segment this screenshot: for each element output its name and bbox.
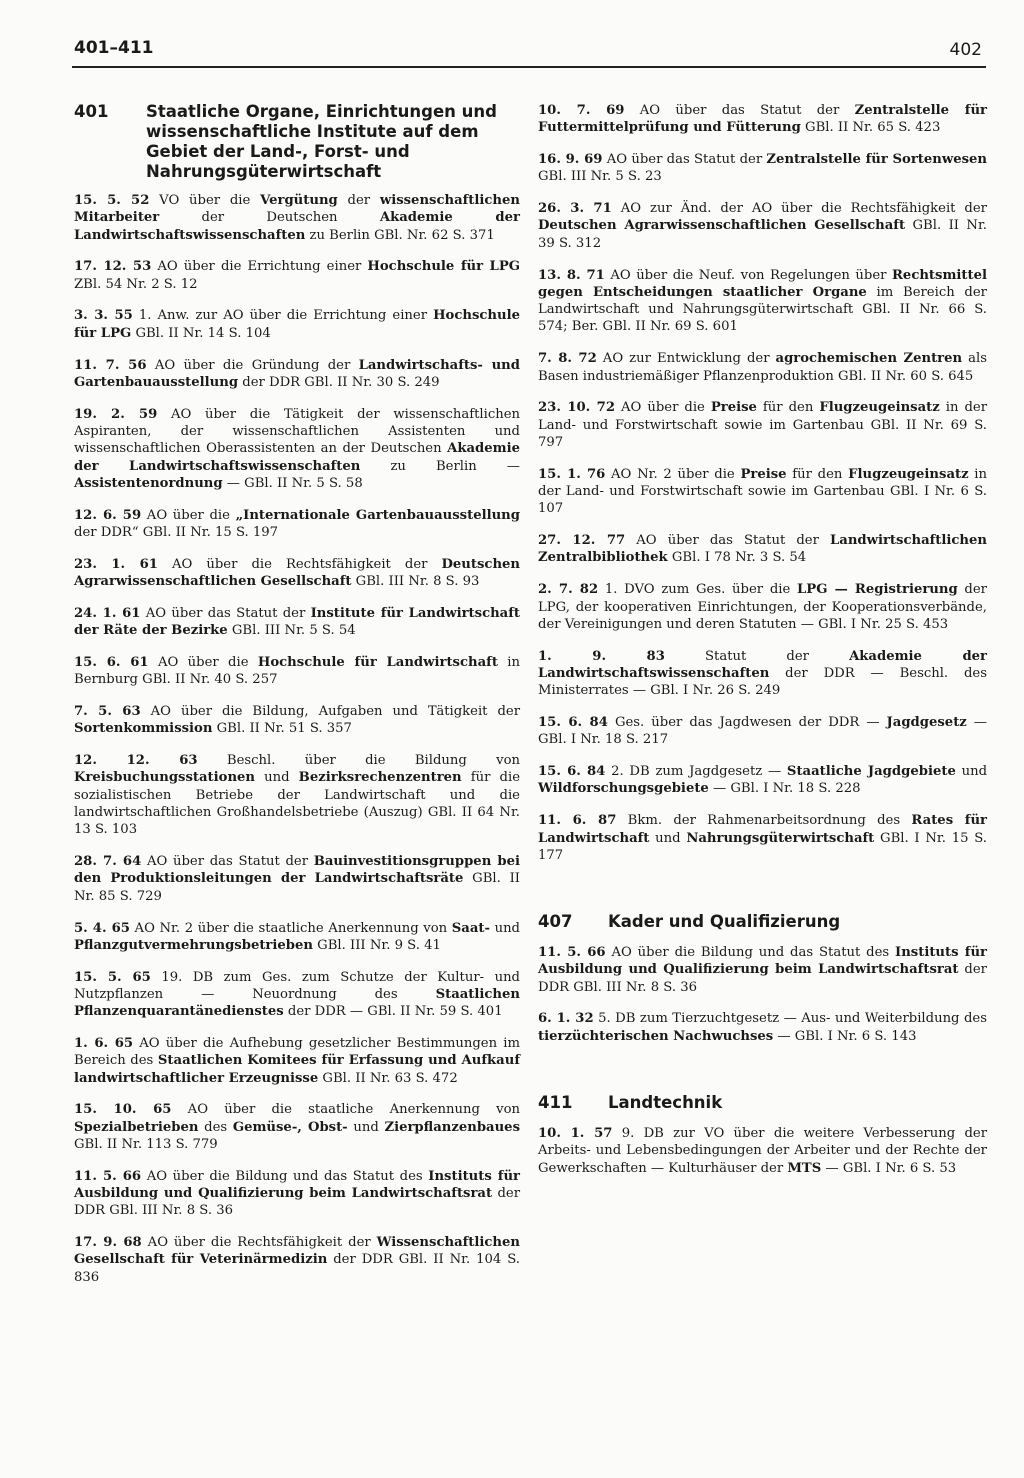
entry-keyword: Instituts für Ausbildung und Qualifizierung beim Landwirtschaftsrat: [74, 1168, 520, 1202]
entry-keyword: Rates für Landwirtschaft: [538, 813, 987, 846]
entry-text: für die sozialistischen Betriebe der Landwirtschaft und die landwirtschaftlichen Großhandelsbetriebe (Auszug) GBl. II 64 Nr. 13 S. 103: [74, 770, 521, 838]
entry-date: 19. 2. 59: [74, 406, 158, 422]
entry-text: der DDR — Beschl. des Ministerrates — GBl. I Nr. 26 S. 249: [538, 665, 987, 699]
entry-date: 24. 1. 61: [74, 605, 141, 621]
entry-date: 5. 4. 65: [74, 920, 130, 936]
entry-keyword: MTS: [787, 1160, 822, 1176]
entry-text: zu Berlin GBl. Nr. 62 S. 371: [305, 227, 495, 243]
entry-date: 13. 8. 71: [538, 267, 605, 283]
entry-date: 15. 10. 65: [74, 1102, 172, 1118]
entry-date: 11. 5. 66: [538, 945, 606, 961]
entry: [74, 192, 520, 244]
entry-keyword: „Internationale Gartenbauausstellung: [235, 507, 520, 523]
entry-text: GBl. III Nr. 9 S. 41: [312, 937, 441, 953]
entry-keyword: Instituts für Ausbildung und Qualifizierung beim Landwirtschaftsrat: [538, 945, 987, 978]
entry-text: Bkm. der Rahmenarbeitsordnung des: [616, 813, 912, 829]
entry-keyword: Hochschule für LPG: [74, 308, 520, 341]
entry-text: AO über die Aufhebung gesetzlicher Bestimmungen im Bereich des: [74, 1035, 520, 1069]
entry: [74, 605, 520, 640]
entry-text: GBl. II Nr. 39 S. 312: [538, 218, 987, 251]
entry-date: 23. 1. 61: [74, 556, 158, 572]
entry-date: 15. 5. 65: [74, 969, 151, 985]
entry-text: und: [955, 764, 988, 780]
entry-keyword: Saat-: [451, 920, 490, 936]
entry: [74, 406, 520, 492]
entry: [74, 556, 520, 591]
entry-text: der LPG, der kooperativen Einrichtungen, der Kooperationsverbände, der Vereinigungen und deren Statuten — GBl. I Nr. 25 S. 453: [538, 582, 987, 632]
entry-text: AO über das Statut der: [624, 103, 855, 118]
entry-date: 10. 7. 69: [538, 103, 625, 118]
entry-text: der Deutschen: [159, 210, 380, 226]
entry-keyword: Assistentenordnung: [74, 475, 223, 491]
entry-text: der DDR“ GBl. II Nr. 15 S. 197: [74, 524, 279, 540]
entry: [74, 853, 520, 905]
entry-text: ZBl. 54 Nr. 2 S. 12: [74, 276, 198, 292]
entry-text: GBl. II Nr. 85 S. 729: [74, 871, 520, 904]
entry-text: und: [649, 830, 687, 846]
entry-text: Statut der: [664, 648, 850, 664]
entry-text: Ges. über das Jagdwesen der DDR —: [607, 715, 887, 731]
entry: [74, 654, 520, 689]
entry-text: der DDR GBl. III Nr. 8 S. 36: [538, 962, 987, 995]
entry-text: der DDR — GBl. II Nr. 59 S. 401: [283, 1004, 503, 1020]
entry-keyword: LPG — Registrierung: [797, 582, 958, 598]
entry-keyword: Sortenkommission: [74, 721, 213, 737]
entry-keyword: Hochschule für Landwirtschaft: [257, 654, 498, 670]
entry-text: in der Land- und Forstwirtschaft sowie im Gartenbau GBl. I Nr. 6 S. 107: [538, 466, 988, 517]
section-number: 407: [538, 912, 573, 932]
right-column: [538, 102, 987, 1191]
entry-list: [74, 192, 520, 1286]
entry-text: AO über die Errichtung einer: [151, 259, 368, 275]
entry-text: und: [489, 920, 521, 936]
entry: [538, 350, 987, 385]
entry-date: 3. 3. 55: [74, 308, 133, 324]
entry-date: 15. 1. 76: [538, 466, 606, 482]
entry-text: AO über das Statut der: [141, 854, 314, 870]
entry-text: VO über die: [149, 193, 261, 208]
entry-text: AO über die Tätigkeit der wissenschaftlichen Aspiranten, der wissenschaftlichen Assistenten und wissenschaftlichen Oberassistenten an der Deutschen: [74, 406, 520, 457]
entry: [74, 1101, 520, 1153]
entry-text: und: [347, 1119, 385, 1135]
entry-text: AO Nr. 2 über die staatliche Anerkennung von: [129, 920, 452, 936]
entry-text: — GBl. I Nr. 18 S. 228: [708, 781, 861, 797]
entry-keyword: Wildforschungsgebiete: [538, 781, 709, 797]
entry-text: AO Nr. 2 über die: [605, 466, 741, 482]
entry-keyword: Staatliche Jagdgebiete: [786, 764, 956, 780]
left-column: [74, 102, 520, 1301]
entry-text: — GBl. I Nr. 6 S. 53: [821, 1160, 957, 1176]
page-range: 401–411: [74, 38, 154, 58]
entry: [74, 307, 520, 342]
entry-text: 5. DB zum Tierzuchtgesetz — Aus- und Weiterbildung des: [593, 1011, 987, 1027]
entry: [74, 258, 520, 293]
section-number: 411: [538, 1093, 573, 1113]
entry-text: GBl. II Nr. 65 S. 423: [800, 120, 941, 136]
entry-date: 28. 7. 64: [74, 854, 142, 870]
entry-text: AO über die Bildung und das Statut des: [605, 945, 896, 961]
entry: [74, 1035, 520, 1087]
entry-date: 12. 6. 59: [74, 507, 142, 523]
entry-keyword: Akademie der Landwirtschaftswissenschaften: [74, 441, 520, 474]
entry-text: der DDR GBl. II Nr. 30 S. 249: [238, 374, 440, 390]
entry-text: 1. Anw. zur AO über die Errichtung einer: [132, 308, 434, 324]
entry-date: 16. 9. 69: [538, 152, 603, 168]
entry: [538, 151, 987, 186]
entry-text: 1. DVO zum Ges. über die: [598, 582, 798, 598]
entry-keyword: Jagdgesetz: [886, 715, 967, 731]
entry-text: 2. DB zum Jagdgesetz —: [605, 764, 787, 780]
entry-keyword: Preise: [740, 466, 787, 482]
entry-date: 17. 9. 68: [74, 1235, 142, 1251]
entry: [538, 466, 987, 518]
entry-text: AO über das Statut der: [140, 605, 311, 621]
header-rule: [72, 66, 986, 68]
entry-list: [538, 1125, 987, 1177]
entry: [538, 1010, 987, 1045]
entry-keyword: Bezirksrechenzentren: [298, 770, 462, 786]
entry-keyword: Deutschen Agrarwissenschaftlichen Gesellschaft: [538, 218, 906, 234]
entry: [538, 581, 987, 633]
entry-text: AO über das Statut der: [602, 152, 767, 168]
entry-text: AO über die Neuf. von Regelungen über: [604, 267, 892, 283]
entry-keyword: Staatlichen Komitees für Erfassung und Aufkauf landwirtschaftlicher Erzeugnisse: [74, 1053, 520, 1086]
entry-text: AO über das Statut der: [625, 533, 830, 549]
entry: [538, 267, 987, 336]
entry: [538, 763, 987, 798]
entry-text: der DDR GBl. II Nr. 104 S. 836: [74, 1252, 520, 1285]
entry-text: GBl. II Nr. 14 S. 104: [131, 325, 271, 341]
entry-keyword: wissenschaftlichen Mitarbeiter: [74, 193, 520, 226]
entry-date: 1. 9. 83: [538, 648, 665, 664]
entry-keyword: Deutschen Agrarwissenschaftlichen Gesellschaft: [74, 556, 521, 590]
entry-date: 1. 6. 65: [74, 1035, 134, 1051]
entry: [74, 357, 520, 392]
entry-text: des: [198, 1119, 233, 1135]
entry-date: 17. 12. 53: [74, 259, 152, 275]
entry-date: 10. 1. 57: [538, 1126, 613, 1142]
entry: [538, 200, 987, 252]
entry: [74, 920, 520, 955]
section-title: Landtechnik: [608, 1093, 723, 1113]
entry-date: 11. 7. 56: [74, 357, 147, 373]
entry-text: AO zur Entwicklung der: [596, 351, 776, 367]
entry-text: 19. DB zum Ges. zum Schutze der Kultur- und Nutzpflanzen — Neuordnung des: [74, 969, 520, 1002]
entry-text: für den: [756, 400, 820, 416]
entry: [538, 812, 987, 864]
entry: [74, 1168, 520, 1220]
entry-date: 12. 12. 63: [74, 753, 198, 769]
section-401-heading: [74, 102, 520, 182]
entry-text: GBl. I 78 Nr. 3 S. 54: [667, 550, 807, 566]
entry-date: 15. 6. 84: [538, 715, 608, 731]
entry-keyword: Preise: [710, 400, 757, 416]
entry-text: in Bernburg GBl. II Nr. 40 S. 257: [74, 654, 520, 688]
entry-text: zu Berlin —: [360, 458, 520, 474]
section-407-heading: [538, 912, 987, 932]
entry-text: AO über die Rechtsfähigkeit der: [141, 1235, 377, 1251]
entry-keyword: Staatlichen Pflanzenquarantänedienstes: [74, 986, 520, 1020]
entry-keyword: tierzüchterischen Nachwuchses: [538, 1028, 774, 1044]
entry-text: GBl. II Nr. 113 S. 779: [74, 1136, 218, 1152]
entry-keyword: Spezialbetrieben: [74, 1119, 199, 1135]
entry-text: GBl. II Nr. 51 S. 357: [212, 721, 352, 737]
entry-keyword: Wissenschaftlichen Gesellschaft für Veterinärmedizin: [74, 1235, 520, 1268]
entry-text: AO über die Gründung der: [146, 357, 359, 373]
entry: [74, 507, 520, 542]
entry-text: der DDR GBl. III Nr. 8 S. 36: [74, 1186, 520, 1219]
entry-keyword: Bauinvestitionsgruppen bei den Produktionsleitungen der Landwirtschaftsräte: [74, 854, 520, 887]
entry-keyword: Gemüse-, Obst-: [232, 1119, 348, 1135]
section-title: Staatliche Organe, Einrichtungen und wissenschaftliche Institute auf dem Gebiet der Land-, Forst- und Nahrungsgüterwirtschaft: [146, 102, 497, 181]
entry-date: 7. 5. 63: [74, 704, 141, 720]
entry: [74, 752, 520, 838]
entry-date: 27. 12. 77: [538, 533, 626, 549]
entry: [538, 399, 987, 451]
entry: [538, 714, 987, 749]
entry: [74, 1234, 520, 1286]
entry-text: AO über die Rechtsfähigkeit der: [157, 556, 442, 572]
entry-text: — GBl. I Nr. 18 S. 217: [538, 715, 987, 748]
entry-text: AO zur Änd. der AO über die Rechtsfähigkeit der: [611, 201, 987, 217]
entry-keyword: agrochemischen Zentren: [775, 351, 963, 367]
entry-keyword: Flugzeugeinsatz: [819, 400, 940, 416]
entry-date: 7. 8. 72: [538, 351, 597, 367]
entry-keyword: Hochschule für LPG: [367, 259, 520, 275]
entry: [74, 703, 520, 738]
entry-keyword: Akademie der Landwirtschaftswissenschaften: [74, 210, 520, 243]
entry-text: AO über die: [148, 654, 258, 670]
section-411-heading: [538, 1093, 987, 1113]
entry-keyword: Zentralstelle für Sortenwesen: [766, 152, 987, 168]
entry-text: GBl. II Nr. 63 S. 472: [318, 1070, 458, 1086]
entry-text: AO über die: [615, 400, 711, 416]
entry-date: 11. 5. 66: [74, 1168, 142, 1184]
entry-list: [538, 944, 987, 1045]
entry-text: GBl. I Nr. 15 S. 177: [538, 830, 987, 863]
entry-date: 2. 7. 82: [538, 582, 599, 598]
entry-text: Beschl. über die Bildung von: [197, 753, 521, 769]
entry-text: GBl. III Nr. 5 S. 23: [538, 169, 662, 185]
entry-text: AO über die: [141, 507, 236, 523]
entry: [538, 102, 987, 137]
entry-keyword: Landwirtschafts- und Gartenbauausstellung: [74, 357, 520, 390]
entry-keyword: Vergütung: [260, 193, 338, 208]
entry-keyword: Institute für Landwirtschaft der Räte der Bezirke: [74, 605, 520, 639]
entry-keyword: Rechtsmittel gegen Entscheidungen staatlicher Organe: [538, 267, 987, 300]
entry-keyword: Flugzeugeinsatz: [848, 466, 969, 482]
entry-text: AO über die Bildung und das Statut des: [141, 1168, 429, 1184]
entry-keyword: Akademie der Landwirtschaftswissenschaften: [538, 648, 988, 681]
entry-text: AO über die staatliche Anerkennung von: [171, 1102, 520, 1118]
entry: [538, 944, 987, 996]
entry-text: GBl. III Nr. 5 S. 54: [227, 623, 356, 639]
entry-text: im Bereich der Landwirtschaft und Nahrungsgüterwirtschaft GBl. II Nr. 66 S. 574; Ber. GBl. II Nr. 69 S. 601: [538, 284, 987, 335]
entry-text: für den: [786, 466, 849, 482]
entry: [538, 1125, 987, 1177]
entry-text: AO über die Bildung, Aufgaben und Tätigkeit der: [140, 704, 520, 720]
entry-date: 15. 6. 84: [538, 764, 606, 780]
entry-text: — GBl. I Nr. 6 S. 143: [773, 1028, 917, 1044]
entry-text: 9. DB zur VO über die weitere Verbesserung der Arbeits- und Lebensbedingungen der Arbeiter und der Rechte der Gewerkschaften — Kulturhäuser der: [538, 1126, 987, 1176]
entry-keyword: Kreisbuchungsstationen: [74, 770, 256, 786]
entry-date: 26. 3. 71: [538, 201, 612, 217]
entry-keyword: Pflanzgutvermehrungsbetrieben: [74, 937, 313, 953]
entry-date: 6. 1. 32: [538, 1011, 594, 1027]
entry-keyword: Zierpflanzenbaues: [384, 1119, 520, 1135]
entry-date: 23. 10. 72: [538, 400, 616, 416]
section-title: Kader und Qualifizierung: [608, 912, 841, 932]
entry: [538, 648, 987, 700]
entry-text: in der Land- und Forstwirtschaft sowie im Gartenbau GBl. II Nr. 69 S. 797: [538, 400, 987, 450]
entry-date: 11. 6. 87: [538, 813, 617, 829]
entry-list: [538, 102, 987, 864]
entry-text: als Basen industriemäßiger Pflanzenproduktion GBl. II Nr. 60 S. 645: [538, 351, 987, 384]
entry-keyword: Landwirtschaftlichen Zentralbibliothek: [538, 533, 987, 566]
entry-text: der: [337, 193, 380, 208]
entry-date: 15. 6. 61: [74, 654, 149, 670]
section-number: 401: [74, 102, 109, 121]
entry-keyword: Nahrungsgüterwirtschaft: [686, 830, 875, 846]
entry: [538, 532, 987, 567]
entry: [74, 969, 520, 1021]
entry-text: und: [255, 770, 299, 786]
entry-keyword: Zentralstelle für Futtermittelprüfung und Fütterung: [538, 103, 987, 136]
entry-text: GBl. III Nr. 8 S. 93: [351, 574, 480, 590]
page-number: 402: [949, 40, 982, 60]
entry-date: 15. 5. 52: [74, 193, 150, 208]
entry-text: — GBl. II Nr. 5 S. 58: [222, 475, 363, 491]
